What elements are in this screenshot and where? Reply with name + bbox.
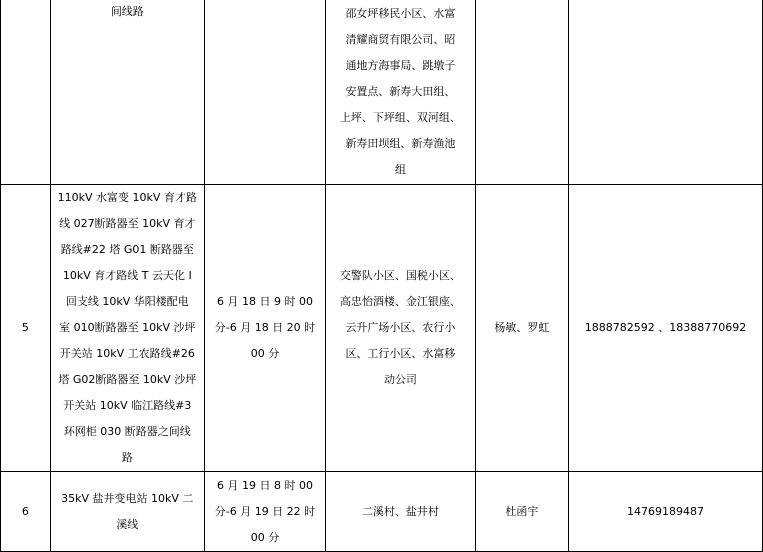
line-section-text: 110kV 水富变 10kV 育才路 <box>57 191 197 204</box>
affected-area-text: 交警队小区、国税小区、 <box>339 269 461 282</box>
affected-area-cell <box>326 185 476 472</box>
line-section-text: 35kV 盐井变电站 10kV 二 <box>61 491 194 505</box>
row-number-cell <box>1 0 51 185</box>
affected-area-cell <box>326 472 476 552</box>
contact-phone-cell: 14769189487 <box>568 472 762 552</box>
line-section-text: 10kV 育才路线 T 云天化 I <box>62 269 192 282</box>
line-section-text: 路线#22 塔 G01 断路器至 <box>60 243 194 256</box>
affected-area-text: 安置点、新寿大田组、 <box>345 84 456 98</box>
affected-area-text: 上坪、下坪组、双河组、 <box>339 110 461 124</box>
line-section-text: 开关站 10kV 工农路线#26 <box>59 347 195 360</box>
table-row <box>1 472 763 552</box>
line-section-text: 间线路 <box>110 5 144 18</box>
outage-time-cell <box>204 0 325 185</box>
affected-area-text: 邵女坪移民小区、水富 <box>345 6 456 20</box>
line-section-text: 室 010断路器至 10kV 沙坪 <box>59 321 196 334</box>
affected-area-text: 二溪村、盐井村 <box>361 504 439 518</box>
line-section-cell <box>50 472 204 552</box>
row-number-cell: 6 <box>1 472 51 552</box>
affected-area-text: 高忠怡酒楼、金江银座、 <box>339 295 461 308</box>
line-section-text: 塔 G02断路器至 10kV 沙坪 <box>58 373 197 386</box>
line-section-text: 溪线 <box>116 517 139 531</box>
affected-area-text: 新寿田坝组、新寿渔池 <box>345 136 456 150</box>
contact-phone-cell <box>568 0 762 185</box>
affected-area-text: 云升广场小区、农行小 <box>345 321 456 334</box>
line-section-text: 路 <box>121 451 133 464</box>
affected-area-cell <box>326 0 476 185</box>
contact-person-cell: 杜函宇 <box>475 472 568 552</box>
outage-time-text: 6 月 18 日 9 时 00 <box>216 295 313 308</box>
line-section-cell <box>50 0 204 185</box>
table-row <box>1 185 763 472</box>
affected-area-text: 动公司 <box>383 373 417 386</box>
line-section-cell <box>50 185 204 472</box>
line-section-text: 线 027断路器至 10kV 育才 <box>59 217 196 230</box>
line-section-text: 回支线 10kV 华阳楼配电 <box>65 295 189 308</box>
contact-person-cell: 杨敏、罗虹 <box>475 185 568 472</box>
outage-time-text: 分-6 月 19 日 22 时 <box>214 504 316 518</box>
affected-area-text: 组 <box>394 162 406 176</box>
line-section-text: 环网柜 030 断路器之间线 <box>63 425 191 438</box>
contact-person-cell <box>475 0 568 185</box>
affected-area-text: 区、工行小区、水富移 <box>345 347 456 360</box>
table-row <box>1 0 763 185</box>
affected-area-text: 通地方海事局、跳墩子 <box>345 58 456 72</box>
outage-time-text: 00 分 <box>250 530 280 544</box>
outage-time-cell <box>204 185 325 472</box>
affected-area-text: 清耀商贸有限公司、昭 <box>345 32 456 46</box>
outage-time-text: 分-6 月 18 日 20 时 <box>214 321 316 334</box>
line-section-text: 开关站 10kV 临江路线#3 <box>63 399 192 412</box>
outage-time-text: 6 月 19 日 8 时 00 <box>216 478 313 492</box>
contact-phone-cell: 1888782592 、18388770692 <box>568 185 762 472</box>
outage-time-cell <box>204 472 325 552</box>
outage-time-text: 00 分 <box>250 347 280 360</box>
row-number-cell: 5 <box>1 185 51 472</box>
